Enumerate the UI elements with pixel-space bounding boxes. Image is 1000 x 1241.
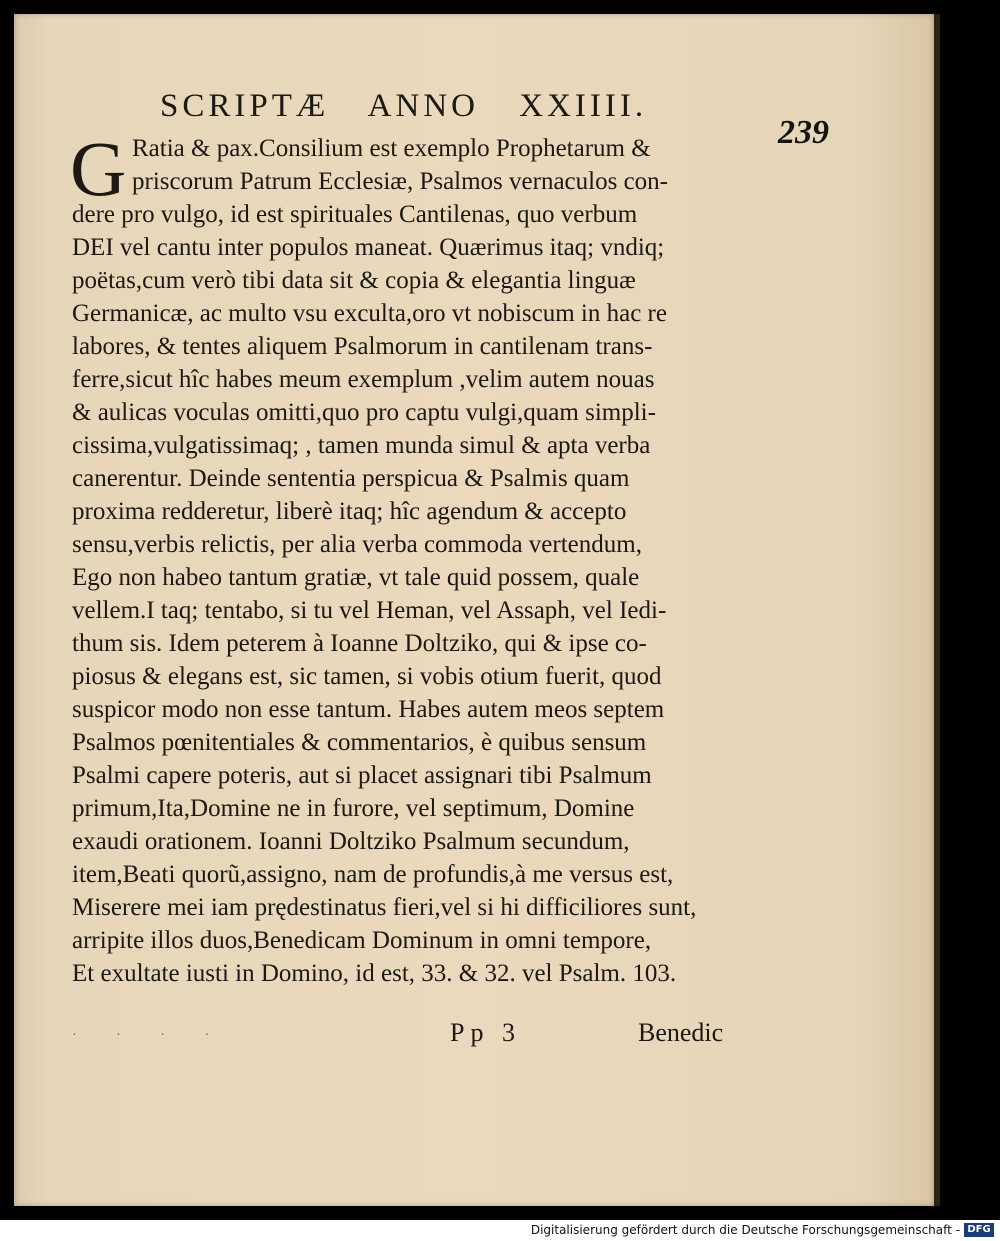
running-head bbox=[160, 88, 675, 125]
text-line: exaudi orationem. Ioanni Doltziko Psalmum secundum, bbox=[72, 828, 630, 855]
text-line: Ego non habeo tantum gratiæ, vt tale quid possem, quale bbox=[72, 564, 640, 591]
text-line: Germanicæ, ac multo vsu exculta,oro vt nobiscum in hac re bbox=[72, 300, 667, 327]
text-line: sensu,verbis relictis, per alia verba commoda vertendum, bbox=[72, 531, 642, 558]
text-line: thum sis. Idem peterem à Ioanne Doltziko, qui & ipse co- bbox=[72, 630, 647, 657]
signature-mark: Pp 3 bbox=[450, 1018, 521, 1047]
page-number: 239 bbox=[778, 114, 829, 151]
text-line: suspicor modo non esse tantum. Habes autem meos septem bbox=[72, 696, 665, 723]
text-line: & aulicas voculas omitti,quo pro captu vulgi,quam simpli- bbox=[72, 399, 656, 426]
text-line: Et exultate iusti in Domino, id est, 33. & 32. vel Psalm. 103. bbox=[72, 960, 677, 987]
text-line: Psalmos pœnitentiales & commentarios, è quibus sensum bbox=[72, 729, 647, 756]
text-line: labores, & tentes aliquem Psalmorum in cantilenam trans- bbox=[72, 333, 653, 360]
text-line: proxima redderetur, liberè itaq; hîc agendum & accepto bbox=[72, 498, 627, 525]
text-line: Ratia & pax.Consilium est exemplo Prophetarum & bbox=[132, 135, 651, 162]
running-head-word: SCRIPTÆ bbox=[160, 88, 330, 124]
dfg-logo: DFG bbox=[964, 1223, 994, 1237]
catchword: Benedic bbox=[638, 1018, 724, 1047]
text-line: item,Beati quorũ,assigno, nam de profundis,à me versus est, bbox=[72, 861, 674, 888]
text-line: canerentur. Deinde sententia perspicua & Psalmis quam bbox=[72, 465, 630, 492]
text-line: primum,Ita,Domine ne in furore, vel septimum, Domine bbox=[72, 795, 635, 822]
text-line: Psalmi capere poteris, aut si placet assignari tibi Psalmum bbox=[72, 762, 652, 789]
funding-credit: Digitalisierung gefördert durch die Deutsche Forschungsgemeinschaft - bbox=[530, 1223, 960, 1237]
text-line: vellem.I taq; tentabo, si tu vel Heman, vel Assaph, vel Iedi- bbox=[72, 597, 667, 624]
letter-body bbox=[70, 125, 736, 990]
text-line: arripite illos duos,Benedicam Dominum in omni tempore, bbox=[72, 927, 652, 954]
text-line: piosus & elegans est, sic tamen, si vobis otium fuerit, quod bbox=[72, 663, 662, 690]
text-line: cissima,vulgatissimaq; , tamen munda simul & apta verba bbox=[72, 432, 651, 459]
text-line: Miserere mei iam prędestinatus fieri,vel si hi difficiliores sunt, bbox=[72, 894, 697, 921]
funding-footer bbox=[0, 1220, 1000, 1241]
text-line: DEI vel cantu inter populos maneat. Quærimus itaq; vndiq; bbox=[72, 234, 665, 261]
text-line: priscorum Patrum Ecclesiæ, Psalmos vernaculos con- bbox=[132, 168, 668, 195]
running-head-word: ANNO bbox=[367, 88, 479, 124]
text-line: poëtas,cum verò tibi data sit & copia & elegantia linguæ bbox=[72, 267, 636, 294]
ink-specks: · · · · bbox=[72, 1028, 228, 1043]
text-line: dere pro vulgo, id est spirituales Cantilenas, quo verbum bbox=[72, 201, 638, 228]
text-line: ferre,sicut hîc habes meum exemplum ,velim autem nouas bbox=[72, 366, 655, 393]
book-page bbox=[14, 14, 934, 1206]
running-head-word: XXIIII. bbox=[519, 88, 648, 124]
drop-capital: G bbox=[70, 125, 127, 212]
